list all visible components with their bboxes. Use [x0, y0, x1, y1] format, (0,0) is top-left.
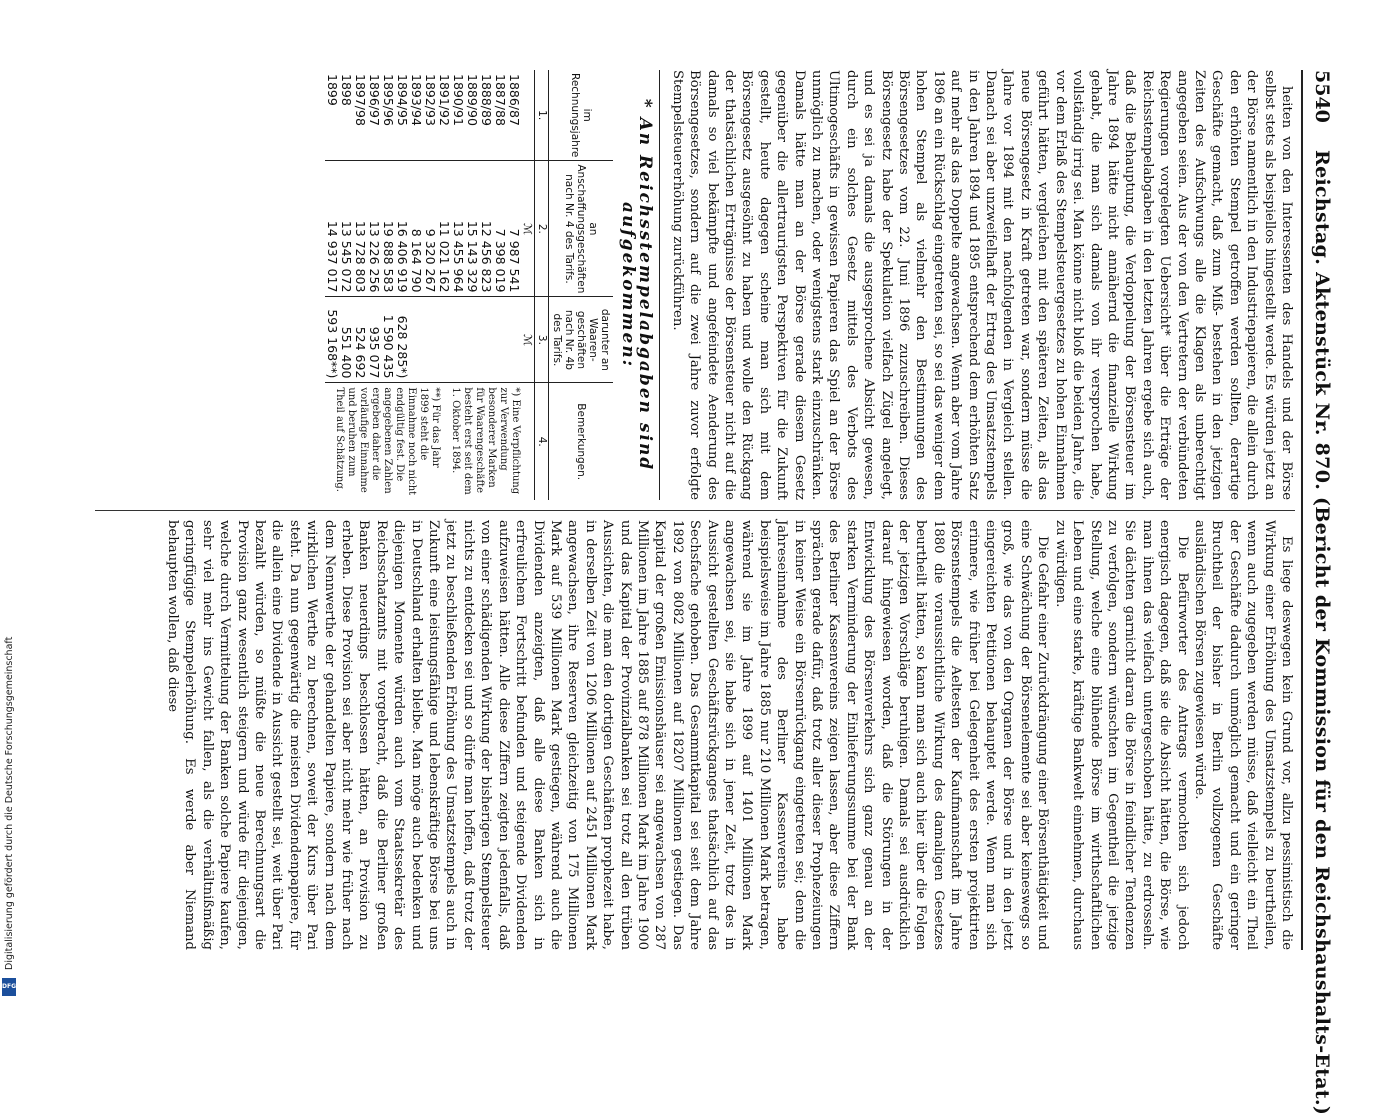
- col-header-year: im Rechnungsjahre: [548, 70, 613, 161]
- cell-total: 19 888 583: [381, 161, 395, 297]
- cell-goods: [479, 297, 493, 383]
- unit: [521, 383, 535, 500]
- cell-total: 13 728 803: [353, 161, 367, 297]
- cell-goods: [465, 297, 479, 383]
- unit: [521, 70, 535, 161]
- cell-goods: 628 285*): [395, 297, 409, 383]
- table-row: [507, 70, 521, 500]
- cell-total: 15 143 329: [465, 161, 479, 297]
- cell-total: 7 398 019: [493, 161, 507, 297]
- cell-total: 9 320 267: [423, 161, 437, 297]
- cell-total: 16 406 919: [395, 161, 409, 297]
- cell-year: 1895/96: [380, 74, 396, 126]
- cell-year: 1898: [338, 74, 354, 106]
- cell-total: 13 545 072: [339, 161, 353, 297]
- paragraph: Die Gefahr einer Zurückdrängung einer Börsenthätigkeit und eine Schwächung der Börsenelemente sei aber keineswegs so groß, wie das von den Organen der Börse und in den jetzt eingereichten Petitionen behauptet werde. Wenn man sich erinnere, wie früher bei Gelegenheit des ersten projektirten Börsenstempels die Aeltesten der Kaufmannschaft im Jahre 1880 die voraussichtliche Wirkung des damaligen Gesetzes beurtheilt hätten, so kann man sich auch hier über die Folgen der jetzigen Vorschläge beruhigen. Damals sei ausdrücklich darauf hingewiesen worden, daß die Störungen in der Entwicklung des Börsenverkehrs sich ganz genau an der starken Verminderung der Einlieferungssumme bei der Bank des Berliner Kassenvereins zeigen lassen, aber diese Ziffern sprächen gerade dafür, daß trotz aller dieser Prophezeiungen in keiner Weise ein Börsenrückgang eingetreten sei; denn die Jahreseinnahme des Berliner Kassenvereins habe beispielsweise im Jahre 1885 nur 210 Millionen Mark betragen, während sie im Jahre 1899 auf 1401 Millionen Mark angewachsen sei, sie habe sich in jener Zeit, trotz des in Aussicht gestellten Geschäftsrückganges thatsächlich auf das Sechsfache gehoben. Das Gesammtkapital sei seit dem Jahre 1892 von 8082 Millionen auf 18207 Millionen gestiegen. Das Kapital der großen Emissionshäuser sei angewachsen von 287 Millionen im Jahre 1885 auf 878 Millionen Mark im Jahre 1900 und das Kapital der Provinzialbanken sei trotz all den trüben Aussichten, die man den dortigen Geschäften prophezeit habe, in derselben Zeit von 1206 Millionen auf 2451 Millionen Mark angewachsen, ihre Reserven gleichzeitig von 175 Millionen Mark auf 539 Millionen Mark gestiegen, während auch die Dividenden anzeigten, daß alle diese Banken sich in erfreulichem Fortschritt befunden und steigende Dividenden aufzuweisen hätten. Alle diese Ziffern zeigten jedenfalls, daß von einer schädigenden Wirkung der bisherigen Stempelsteuer nichts zu entdecken sei und so dürfe man hoffen, daß trotz der jetzt zu beschließenden Erhöhung des Umsatzstempels auch in Zukunft eine leistungsfähige und lebenskräftige Börse bei uns in Deutschland erhalten bleibe. Man möge auch bedenken und diejenigen Momente würden auch vom Staatssekretär des Reichsschatzamts mit vorgebracht, daß die Berliner großen Banken neuerdings beschlossen hätten, an Provision zu erheben. Diese Provision sei aber nicht mehr wie früher nach dem Nennwerthe der gehandelten Papiere, sondern nach dem wirklichen Werthe zu berechnen, soweit der Kurs über Pari steht. Da nun gegenwärtig die meisten Dividendenpapiere, für die allein eine Dividende in Aussicht gestellt sei, weit über Pari bezahlt würden, so müßte die neue Berechnungsart die Provision ganz wesentlich steigern und würde für diejenigen, welche durch Vermittelung der Banken solche Papiere kaufen, sehr viel mehr ins Gewicht fallen, als die verhältnißmäßig geringfügige Stempelerhöhung. Es werde aber Niemand behaupten wollen, daß diese: [165, 520, 1051, 950]
- cell-year: 1896/97: [366, 74, 382, 126]
- document-page: [65, 70, 1335, 1115]
- cell-goods: 593 168**): [325, 297, 339, 383]
- unit: ℳ: [521, 161, 535, 297]
- unit: ℳ: [521, 297, 535, 383]
- right-column: [165, 520, 1295, 950]
- cell-year: 1894/95: [394, 74, 410, 126]
- cell-total: 13 455 964: [451, 161, 465, 297]
- page-number: 5540: [1311, 70, 1333, 123]
- cell-goods: 935 077: [367, 297, 381, 383]
- cell-goods: [507, 297, 521, 383]
- cell-goods: [423, 297, 437, 383]
- col-number: 3.: [534, 297, 548, 383]
- funding-note: Digitalisierung gefördert durch die Deutsche Forschungsgemeinschaft: [4, 636, 15, 970]
- cell-goods: [409, 297, 423, 383]
- left-column: [325, 70, 1295, 500]
- cell-total: 14 937 017: [325, 161, 339, 297]
- cell-goods: 551 400: [339, 297, 353, 383]
- annex-title: * An Reichsstempelabgaben sind aufgekommen:: [619, 70, 661, 500]
- col-number: 4.: [534, 383, 548, 500]
- page-header: [1301, 70, 1335, 1115]
- cell-year: 1893/94: [408, 74, 424, 126]
- cell-goods: [437, 297, 451, 383]
- cell-total: 11 021 162: [437, 161, 451, 297]
- cell-total: 8 164 790: [409, 161, 423, 297]
- cell-year: 1899: [324, 74, 340, 106]
- cell-year: 1889/90: [464, 74, 480, 126]
- cell-goods: 524 692: [353, 297, 367, 383]
- col-header-remarks: Bemerkungen.: [548, 383, 613, 500]
- col-number: 2.: [534, 161, 548, 297]
- cell-goods: 1 590 435: [381, 297, 395, 383]
- cell-year: 1891/92: [436, 74, 452, 126]
- col-header-goods: darunter an Waaren-geschäften nach Nr. 4b des Tarifs.: [548, 297, 613, 383]
- dfg-logo: DFG: [2, 978, 16, 996]
- cell-year: 1892/93: [422, 74, 438, 126]
- paragraph: heiten von den Interessenten des Handels und der Börse selbst stets als beispiellos hingestellt werde. Es würden jetzt an der Börse namentlich in den Industriepapieren, die allein durch den erhöhten Stempel getroffen werden sollten, derartige Geschäfte gemacht, daß zum Miß- bestehen in den jetzigen Zeiten des Aufschwungs alle die Klagen als unberechtigt angegeben seien. Aus der von den Vertretern der verbündeten Regierungen vorgelegten Uebersicht* über die Erträge der Reichsstempelabgaben in den letzten Jahren ergebe sich auch, daß die Behauptung, die Verdoppelung der Börsensteuer im Jahre 1894 hätte nicht annähernd die finanzielle Wirkung gehabt, die man sich damals von ihr versprochen habe, vollständig irrig sei. Man könne nicht bloß die beiden Jahre, die vor dem Erlaß des Stempelsteuergesetzes zu hohen Einnahmen geführt hätten, vergleichen mit den späteren Zeiten, als das neue Börsengesetz in Kraft getreten war, sondern müsse die Jahre vor 1894 mit den nachfolgenden in Vergleich stellen. Danach sei aber unzweifelhaft der Ertrag des Umsatzstempels in den Jahren 1894 und 1895 entsprechend dem erhöhten Satz auf mehr als das Doppelte angewachsen. Wenn aber vom Jahre 1896 an ein Rückschlag eingetreten sei, so sei das weniger dem hohen Stempel als vielmehr den Bestimmungen des Börsengesetzes vom 22. Juni 1896 zuzuschreiben. Dieses Börsengesetz habe der Spekulation vielfach Zügel angelegt, und es sei ja damals die ausgesprochene Absicht gewesen, durch ein solches Gesetz mittels des Verbots des Ultimogeschäfts in gewissen Papieren das Spiel an der Börse unmöglich zu machen, oder wenigstens stark einzuschränken. Damals hätte man an der Börse gerade diesem Gesetz gegenüber die allertraurigsten Perspektiven für die Zukunft gestellt, heute dagegen scheine man sich mit dem Börsengesetz ausgesöhnt zu haben und wolle den Rückgang der thatsächlichen Erträgnisse der Börsensteuer nicht auf die damals so viel bekämpfte und angefeindete Aenderung des Börsengesetzes, sondern auf die zwei Jahre zuvor erfolgte Stempelsteuererhöhung zurückführen.: [669, 70, 1294, 500]
- cell-remarks: [325, 383, 521, 500]
- paragraph: Die Befürworter des Antrags vermochten sich jedoch energisch dagegen, daß sie die Absicht hätten, die Börse, wie man ihnen das vielfach untergeschoben hätte, zu erdrosseln. Sie dächten garnicht daran die Börse in feindlicher Tendenzen zu verfolgen, sondern wünschten im Gegentheil die jetzige Stellung, welche eine blühende Börse im wirthschaftlichen Leben und eine starke, kräftige Bankwelt einnehmen, durchaus zu würdigen.: [1052, 520, 1190, 950]
- cell-goods: [451, 297, 465, 383]
- cell-total: 13 226 256: [367, 161, 381, 297]
- cell-year: 1886/87: [506, 74, 522, 126]
- running-title: Reichstag. Aktenstück Nr. 870. (Bericht der Kommission für den Reichshaushalts-Etat.): [1311, 150, 1333, 1115]
- cell-year: 1888/89: [478, 74, 494, 126]
- cell-total: 7 987 541: [507, 161, 521, 297]
- col-number: 1.: [534, 70, 548, 161]
- cell-year: 1890/91: [450, 74, 466, 126]
- cell-year: 1897/98: [352, 74, 368, 126]
- paragraph: Es liege deswegen kein Grund vor, allzu pessimistisch die Wirkung einer Erhöhung des Umsatzstempels zu beurtheilen, wenn auch zugegeben werden müsse, daß vielleicht ein Theil der Geschäfte dadurch unmöglich gemacht und ein geringer Bruchtheil der bisher in Berlin vollzogenen Geschäfte ausländischen Börsen zugewiesen würde.: [1191, 520, 1294, 950]
- remark-1: *) Eine Verpflichtung zur Verwendung besonderer Marken für Waarengeschäfte besteht erst seit dem 1. Oktober 1894.: [449, 387, 521, 495]
- cell-year: 1887/88: [492, 74, 508, 126]
- col-header-total: an Anschaffungsgeschäften nach Nr. 4 des Tarifs.: [548, 161, 613, 297]
- cell-total: 12 456 823: [479, 161, 493, 297]
- stamp-tax-table: [325, 70, 613, 500]
- remark-2: **) Für das Jahr 1899 steht die Einnahme noch nicht endgültig fest. Die angegebenen Zahlen ergeben daher die vorläufige Einnahme und beruhen zum Theil auf Schätzung.: [333, 387, 441, 496]
- cell-goods: [493, 297, 507, 383]
- column-rule: [95, 510, 1295, 511]
